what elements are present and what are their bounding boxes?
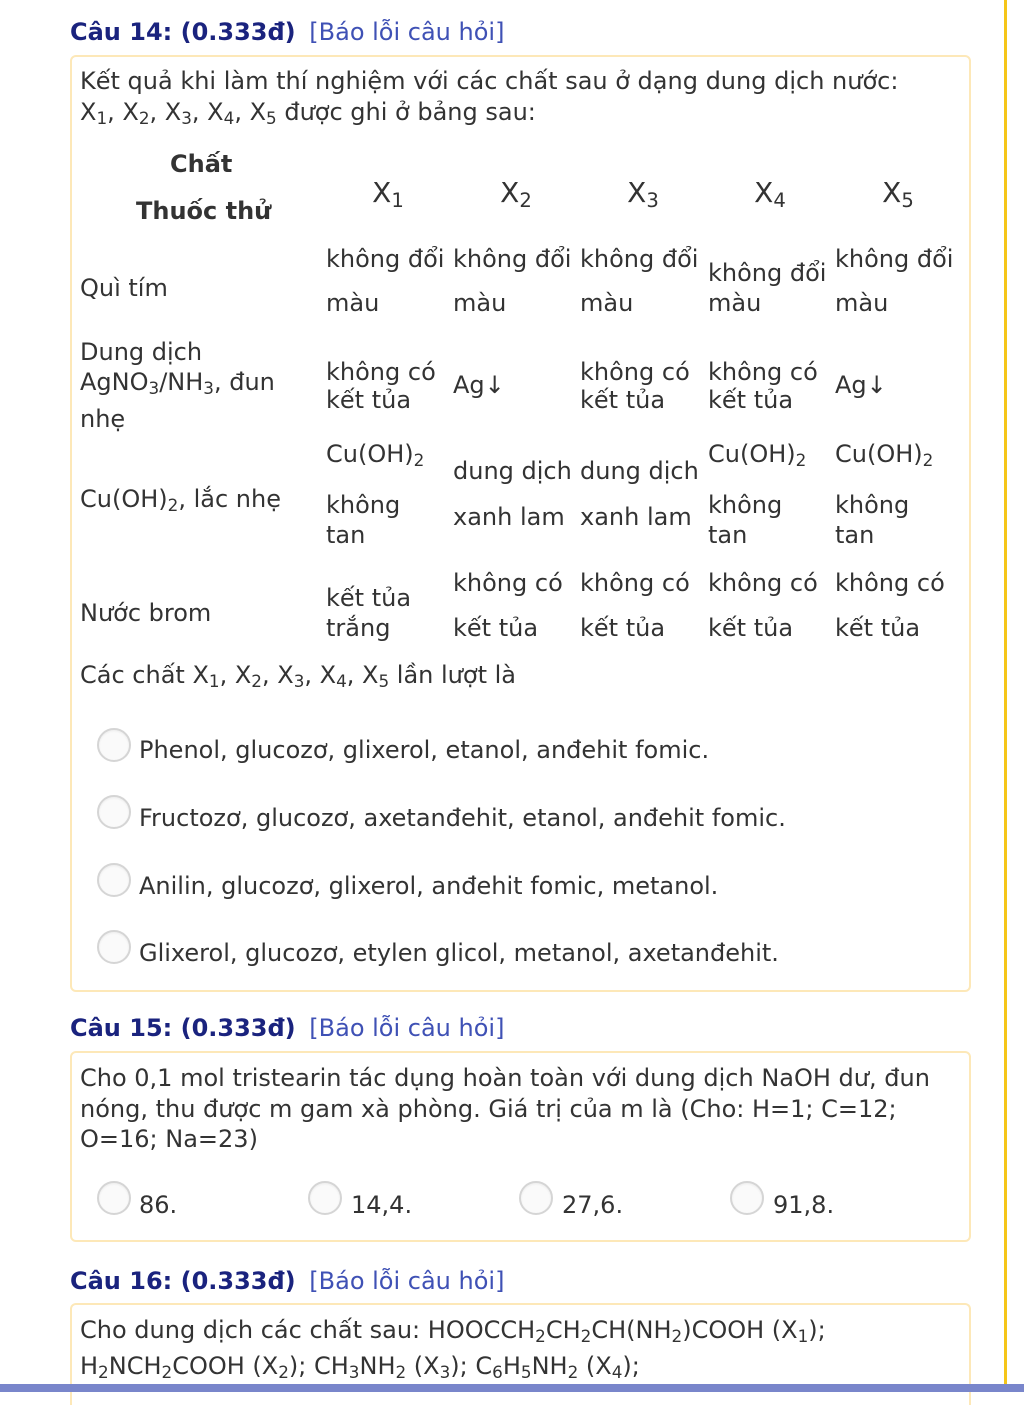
cell-r2-x3-b: kết tủa [580,386,666,414]
col-header-x4: $X_4$ [754,176,786,212]
cell-r1-x4-a: không đổi [708,259,827,287]
cell-r1-x3-a: không đổi [580,245,699,273]
q14-outro-suffix: lần lượt là [389,661,516,689]
cell-r1-x4-b: màu [708,289,762,317]
q15-box [70,1051,971,1242]
q14-option-c-radio[interactable] [97,863,131,897]
row-label-agno3-1: Dung dịch [80,338,203,366]
cell-r3-x5-c: tan [835,521,875,549]
q15-option-d-label[interactable]: 91,8. [773,1191,835,1219]
cell-r3-x4-a: $Cu(OH)_2$ [708,440,807,471]
cell-r1-x5-a: không đổi [835,245,954,273]
row-label-cuoh2-suffix: , lắc nhẹ [178,485,281,513]
cell-r3-x5-b: không [835,491,910,519]
q14-title: Câu 14: (0.333đ) [70,18,296,46]
q15-option-c-label[interactable]: 27,6. [562,1191,624,1219]
col-header-x3: $X_3$ [627,176,659,212]
cell-r4-x2-b: kết tủa [453,614,539,642]
row-label-agno3-3: nhẹ [80,405,126,433]
row-label-agno3-2: $AgNO_3/NH_3$, đun [80,368,275,399]
cell-r2-x1-b: kết tủa [326,386,412,414]
q15-report-link[interactable]: [Báo lỗi câu hỏi] [309,1014,505,1042]
col-header-x5: $X_5$ [882,176,914,212]
cell-r3-x2-a: dung dịch [453,457,572,485]
q14-box [70,55,971,992]
q14-option-a-radio[interactable] [97,728,131,762]
col-header-x1: $X_1$ [372,176,404,212]
right-border-rule [1004,0,1007,1392]
cell-r1-x1-b: màu [326,289,380,317]
cell-r1-x1-a: không đổi [326,245,445,273]
cell-r2-x5: Ag↓ [835,371,887,399]
cell-r1-x2-a: không đổi [453,245,572,273]
cell-r1-x3-b: màu [580,289,634,317]
q15-option-b-label[interactable]: 14,4. [351,1191,413,1219]
cell-r3-x1-a: $Cu(OH)_2$ [326,440,425,471]
cell-r3-x3-a: dung dịch [580,457,699,485]
cell-r3-x1-c: tan [326,521,366,549]
q16-line2: $H_2NCH_2COOH$ $(X_2)$; $CH_3NH_2$ $(X_3)$; $C_6H_5NH_2$ $(X_4)$; [80,1352,640,1383]
table-header-thuoc-thu: Thuốc thử [136,197,272,225]
cell-r4-x1-b: trắng [326,614,391,642]
q16-title: Câu 16: (0.333đ) [70,1267,296,1295]
q14-option-b-radio[interactable] [97,795,131,829]
cell-r3-x5-a: $Cu(OH)_2$ [835,440,934,471]
cell-r4-x3-a: không có [580,569,690,597]
q14-outro: Các chất $X_1$, $X_2$, $X_3$, $X_4$, $X_5$ lần lượt là [80,661,516,692]
row-label-cuoh2: $Cu(OH)_2$, lắc nhẹ [80,485,281,516]
q16-line1-prefix: Cho dung dịch các chất sau: [80,1316,428,1344]
cell-r2-x4-a: không có [708,358,818,386]
q15-option-b-radio[interactable] [308,1181,342,1215]
cell-r4-x2-a: không có [453,569,563,597]
cell-r2-x2: Ag↓ [453,371,505,399]
cell-r2-x1-a: không có [326,358,436,386]
q15-line3: O=16; Na=23) [80,1125,258,1153]
cell-r1-x5-b: màu [835,289,889,317]
cell-r4-x5-a: không có [835,569,945,597]
q14-option-a-label[interactable]: Phenol, glucozơ, glixerol, etanol, anđehit fomic. [139,736,710,764]
q16-header [70,1266,504,1296]
q15-title: Câu 15: (0.333đ) [70,1014,296,1042]
q15-line1: Cho 0,1 mol tristearin tác dụng hoàn toàn với dung dịch NaOH dư, đun [80,1064,930,1092]
col-header-x2: $X_2$ [500,176,532,212]
cell-r3-x4-c: tan [708,521,748,549]
q16-report-link[interactable]: [Báo lỗi câu hỏi] [309,1267,505,1295]
cell-r4-x4-a: không có [708,569,818,597]
q14-option-c-label[interactable]: Anilin, glucozơ, glixerol, anđehit fomic, metanol. [139,872,719,900]
cell-r3-x4-b: không [708,491,783,519]
q14-header [70,17,504,47]
cell-r3-x1-b: không [326,491,401,519]
q14-intro-line1: Kết quả khi làm thí nghiệm với các chất sau ở dạng dung dịch nước: [80,67,899,95]
q14-option-d-radio[interactable] [97,930,131,964]
q15-option-a-radio[interactable] [97,1181,131,1215]
q16-line1: Cho dung dịch các chất sau: $HOOCCH_2CH_2CH(NH_2)COOH$ $(X_1)$; [80,1316,826,1347]
cell-r2-x4-b: kết tủa [708,386,794,414]
cell-r4-x3-b: kết tủa [580,614,666,642]
q14-outro-prefix: Các chất [80,661,193,689]
cell-r1-x2-b: màu [453,289,507,317]
table-header-chat: Chất [170,150,233,178]
q15-header [70,1013,504,1043]
cell-r4-x4-b: kết tủa [708,614,794,642]
row-label-qui-tim: Quì tím [80,274,168,302]
cell-r4-x1-a: kết tủa [326,584,412,612]
cell-r3-x2-b: xanh lam [453,503,565,531]
cell-r4-x5-b: kết tủa [835,614,921,642]
q14-report-link[interactable]: [Báo lỗi câu hỏi] [309,18,505,46]
bottom-scroll-bar [0,1384,1024,1392]
q15-option-a-label[interactable]: 86. [139,1191,178,1219]
q14-option-d-label[interactable]: Glixerol, glucozơ, etylen glicol, metanol, axetanđehit. [139,939,779,967]
q15-line2: nóng, thu được m gam xà phòng. Giá trị của m là (Cho: H=1; C=12; [80,1095,897,1123]
q14-intro-line2: $X_1$, $X_2$, $X_3$, $X_4$, $X_5$ được ghi ở bảng sau: [80,98,536,129]
q14-intro-suffix: được ghi ở bảng sau: [276,98,536,126]
q14-option-b-label[interactable]: Fructozơ, glucozơ, axetanđehit, etanol, anđehit fomic. [139,804,786,832]
row-label-nuoc-brom: Nước brom [80,599,212,627]
q15-option-d-radio[interactable] [730,1181,764,1215]
cell-r3-x3-b: xanh lam [580,503,692,531]
cell-r2-x3-a: không có [580,358,690,386]
q15-option-c-radio[interactable] [519,1181,553,1215]
